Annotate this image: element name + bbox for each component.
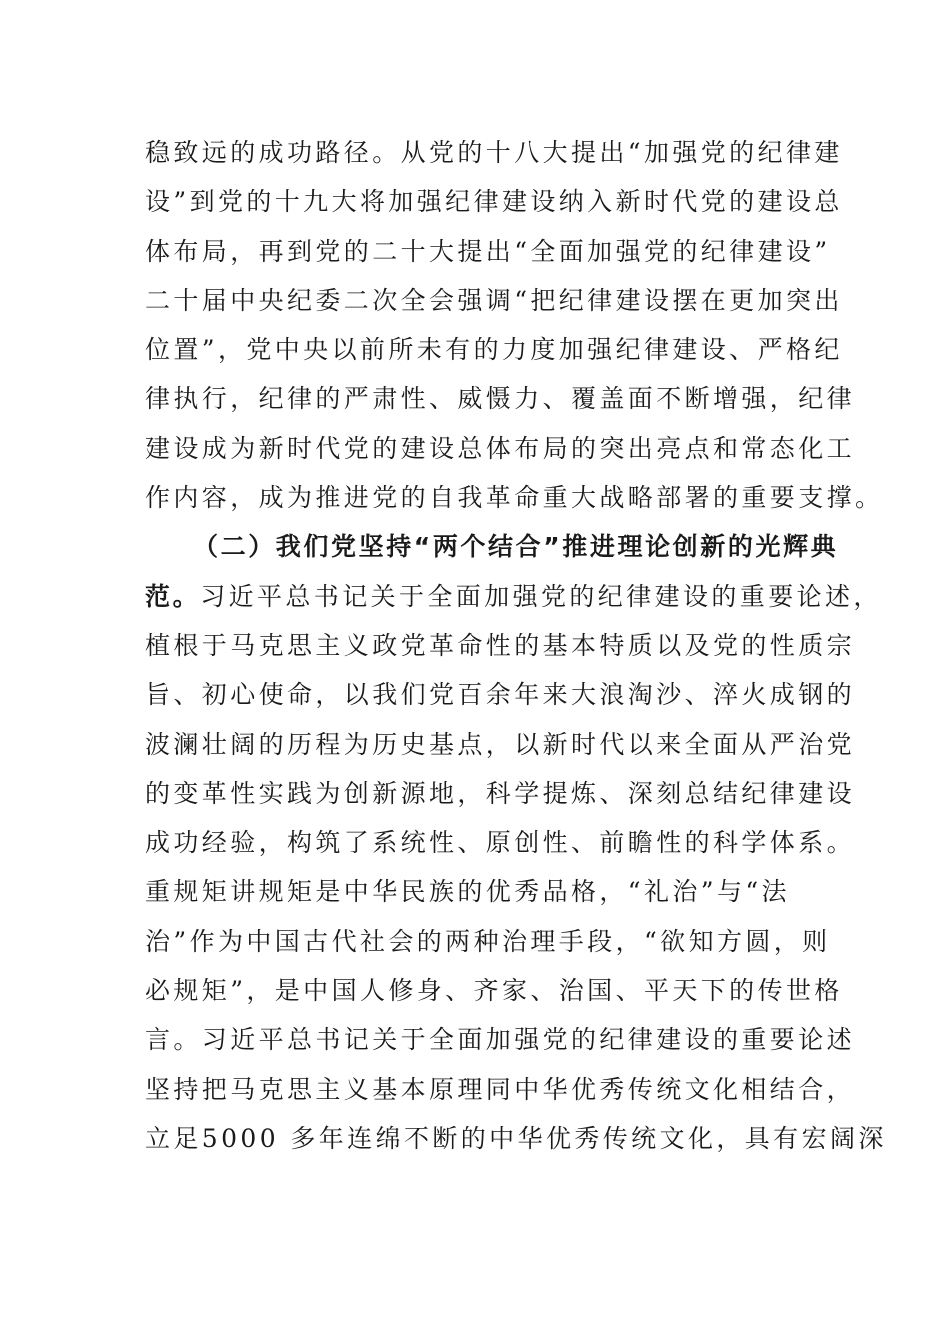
text-line: 律执行，纪律的严肃性、威慑力、覆盖面不断增强，纪律: [145, 384, 856, 414]
section-heading-end: 范。: [145, 581, 201, 611]
text-line: [145, 572, 882, 621]
text-line: 波澜壮阔的历程为历史基点，以新时代以来全面从严治党: [145, 729, 856, 759]
text-line: 重规矩讲规矩是中华民族的优秀品格，“礼治”与“法: [145, 877, 790, 907]
paragraph-1: [145, 128, 884, 522]
text-line: 治”作为中国古代社会的两种治理手段，“欲知方圆，则: [145, 926, 831, 956]
text-line: 立足5000 多年连绵不断的中华优秀传统文化，具有宏阔深: [145, 1123, 887, 1153]
text-line: 设”到党的十九大将加强纪律建设纳入新时代党的建设总: [145, 187, 843, 217]
text-line: 稳致远的成功路径。从党的十八大提出“加强党的纪律建: [145, 138, 843, 167]
text-line: 成功经验，构筑了系统性、原创性、前瞻性的科学体系。: [145, 828, 856, 858]
text-line: 必规矩”，是中国人修身、齐家、治国、平天下的传世格: [145, 976, 843, 1006]
paragraph-2: [145, 522, 887, 1163]
text-line: 位置”，党中央以前所未有的力度加强纪律建设、严格纪: [145, 335, 843, 365]
text-line: 体布局，再到党的二十大提出“全面加强党的纪律建设”: [145, 236, 831, 266]
text-line: 旨、初心使命，以我们党百余年来大浪淘沙、淬火成钢的: [145, 680, 856, 710]
section-heading: （二）我们党坚持“两个结合”推进理论创新的光辉典: [193, 532, 839, 562]
text-line: 植根于马克思主义政党革命性的基本特质以及党的性质宗: [145, 630, 856, 660]
text-line: 的变革性实践为创新源地，科学提炼、深刻总结纪律建设: [145, 778, 856, 808]
text-line: 言。习近平总书记关于全面加强党的纪律建设的重要论述: [145, 1025, 856, 1055]
text-line-rest: 习近平总书记关于全面加强党的纪律建设的重要论述，: [200, 581, 882, 611]
text-line: 作内容，成为推进党的自我革命重大战略部署的重要支撑。: [145, 483, 884, 513]
text-line: 坚持把马克思主义基本原理同中华优秀传统文化相结合，: [145, 1074, 856, 1104]
text-line: 二十届中央纪委二次全会强调“把纪律建设摆在更加突出: [145, 285, 843, 315]
document-body: [145, 128, 887, 1163]
text-line: 建设成为新时代党的建设总体布局的突出亮点和常态化工: [145, 433, 856, 463]
